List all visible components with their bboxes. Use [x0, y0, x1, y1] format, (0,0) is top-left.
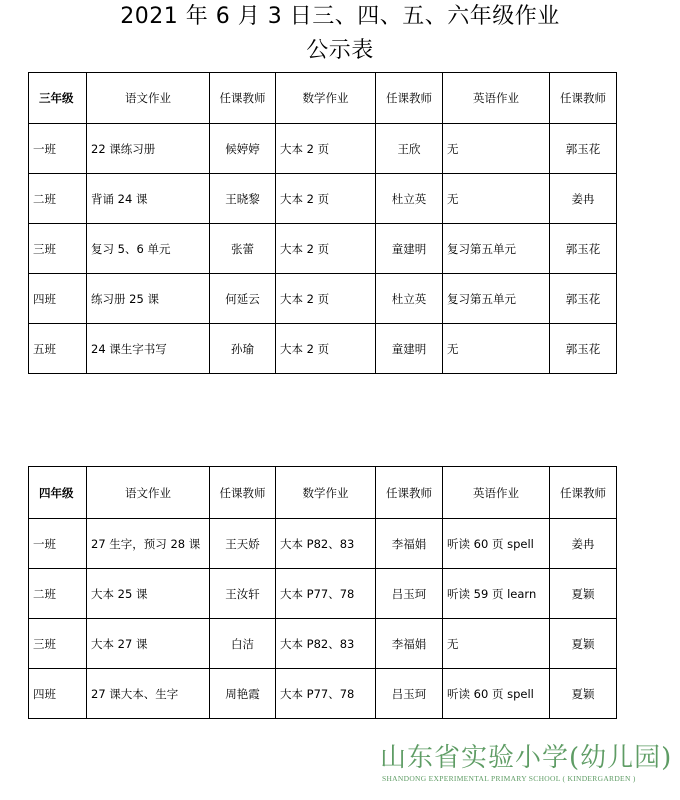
- teacher-header: 任课教师: [210, 73, 276, 124]
- english-hw-cell: 复习第五单元: [443, 224, 550, 274]
- math-teacher-cell: 童建明: [376, 324, 443, 374]
- math-hw-cell: 大本 P82、83: [276, 519, 376, 569]
- math-teacher-cell: 吕玉珂: [376, 669, 443, 719]
- class-cell: 四班: [29, 274, 87, 324]
- english-hw-cell: 听读 60 页 spell: [443, 669, 550, 719]
- chinese-teacher-cell: 周艳霞: [210, 669, 276, 719]
- table-row: [29, 619, 617, 669]
- english-hw-cell: 无: [443, 174, 550, 224]
- class-cell: 三班: [29, 619, 87, 669]
- math-teacher-cell: 杜立英: [376, 174, 443, 224]
- chinese-hw-cell: 大本 27 课: [87, 619, 210, 669]
- class-cell: 三班: [29, 224, 87, 274]
- school-logo: [380, 743, 672, 783]
- chinese-teacher-cell: 王汝轩: [210, 569, 276, 619]
- chinese-hw-cell: 22 课练习册: [87, 124, 210, 174]
- school-name-chinese: 山东省实验小学(幼儿园): [380, 743, 673, 773]
- class-cell: 二班: [29, 569, 87, 619]
- math-teacher-cell: 童建明: [376, 224, 443, 274]
- table-row: [29, 519, 617, 569]
- grade-label: 四年级: [29, 467, 87, 519]
- class-cell: 一班: [29, 519, 87, 569]
- english-hw-cell: 无: [443, 124, 550, 174]
- math-hw-cell: 大本 2 页: [276, 174, 376, 224]
- math-teacher-cell: 吕玉珂: [376, 569, 443, 619]
- chinese-hw-cell: 27 课大本、生字: [87, 669, 210, 719]
- english-hw-header: 英语作业: [443, 73, 550, 124]
- math-hw-cell: 大本 2 页: [276, 274, 376, 324]
- teacher-header: 任课教师: [550, 73, 617, 124]
- class-cell: 二班: [29, 174, 87, 224]
- table-row: [29, 569, 617, 619]
- math-hw-cell: 大本 P77、78: [276, 569, 376, 619]
- math-hw-cell: 大本 P77、78: [276, 669, 376, 719]
- english-teacher-cell: 郭玉花: [550, 124, 617, 174]
- page-subtitle: 公示表: [306, 38, 374, 63]
- english-teacher-cell: 姜冉: [550, 519, 617, 569]
- teacher-header: 任课教师: [210, 467, 276, 519]
- table-row: [29, 174, 617, 224]
- english-hw-cell: 听读 60 页 spell: [443, 519, 550, 569]
- english-teacher-cell: 姜冉: [550, 174, 617, 224]
- chinese-hw-cell: 大本 25 课: [87, 569, 210, 619]
- english-teacher-cell: 郭玉花: [550, 224, 617, 274]
- teacher-header: 任课教师: [376, 73, 443, 124]
- chinese-hw-cell: 复习 5、6 单元: [87, 224, 210, 274]
- chinese-hw-header: 语文作业: [87, 467, 210, 519]
- teacher-header: 任课教师: [376, 467, 443, 519]
- math-hw-cell: 大本 2 页: [276, 324, 376, 374]
- english-hw-header: 英语作业: [443, 467, 550, 519]
- grade-label: 三年级: [29, 73, 87, 124]
- math-hw-header: 数学作业: [276, 73, 376, 124]
- chinese-hw-cell: 练习册 25 课: [87, 274, 210, 324]
- chinese-teacher-cell: 孙瑜: [210, 324, 276, 374]
- class-cell: 四班: [29, 669, 87, 719]
- english-hw-cell: 复习第五单元: [443, 274, 550, 324]
- chinese-hw-header: 语文作业: [87, 73, 210, 124]
- math-hw-cell: 大本 2 页: [276, 224, 376, 274]
- school-name-english: SHANDONG EXPERIMENTAL PRIMARY SCHOOL ( KINDERGARDEN ): [382, 774, 636, 783]
- table-row: [29, 274, 617, 324]
- math-teacher-cell: 杜立英: [376, 274, 443, 324]
- english-hw-cell: 无: [443, 619, 550, 669]
- chinese-hw-cell: 背诵 24 课: [87, 174, 210, 224]
- math-teacher-cell: 王欣: [376, 124, 443, 174]
- grade4-homework-table: [28, 466, 617, 719]
- english-teacher-cell: 夏颖: [550, 669, 617, 719]
- table-row: [29, 224, 617, 274]
- english-hw-cell: 听读 59 页 learn: [443, 569, 550, 619]
- english-teacher-cell: 郭玉花: [550, 274, 617, 324]
- chinese-teacher-cell: 张蕾: [210, 224, 276, 274]
- english-teacher-cell: 夏颖: [550, 569, 617, 619]
- math-hw-cell: 大本 2 页: [276, 124, 376, 174]
- teacher-header: 任课教师: [550, 467, 617, 519]
- chinese-hw-cell: 27 生字，预习 28 课: [87, 519, 210, 569]
- chinese-teacher-cell: 王晓黎: [210, 174, 276, 224]
- chinese-teacher-cell: 白洁: [210, 619, 276, 669]
- chinese-teacher-cell: 何延云: [210, 274, 276, 324]
- table-row: [29, 669, 617, 719]
- english-teacher-cell: 郭玉花: [550, 324, 617, 374]
- chinese-teacher-cell: 候婷婷: [210, 124, 276, 174]
- math-teacher-cell: 李福娟: [376, 519, 443, 569]
- grade3-homework-table: [28, 72, 617, 374]
- math-hw-cell: 大本 P82、83: [276, 619, 376, 669]
- class-cell: 一班: [29, 124, 87, 174]
- chinese-hw-cell: 24 课生字书写: [87, 324, 210, 374]
- table-row: [29, 124, 617, 174]
- math-teacher-cell: 李福娟: [376, 619, 443, 669]
- table-header-row: [29, 73, 617, 124]
- english-hw-cell: 无: [443, 324, 550, 374]
- math-hw-header: 数学作业: [276, 467, 376, 519]
- table-header-row: [29, 467, 617, 519]
- class-cell: 五班: [29, 324, 87, 374]
- page-title: 2021 年 6 月 3 日三、四、五、六年级作业: [120, 4, 560, 29]
- table-row: [29, 324, 617, 374]
- chinese-teacher-cell: 王天娇: [210, 519, 276, 569]
- english-teacher-cell: 夏颖: [550, 619, 617, 669]
